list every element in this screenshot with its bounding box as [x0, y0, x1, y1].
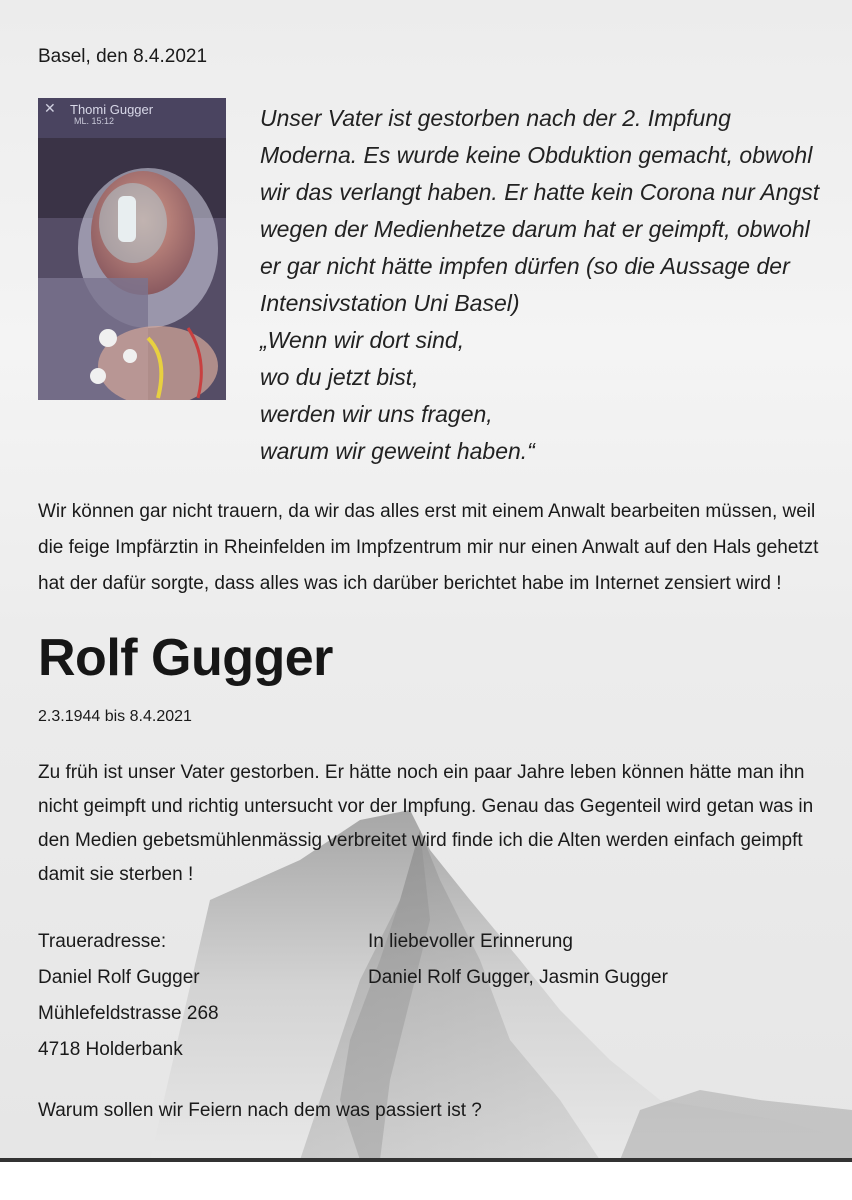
- quote-line: wegen der Medienhetze darum hat er geimpft, obwohl: [260, 216, 810, 242]
- address-name: Daniel Rolf Gugger: [38, 967, 200, 988]
- quote-line: „Wenn wir dort sind,: [260, 327, 465, 353]
- paragraph-line: damit sie sterben !: [38, 864, 194, 885]
- quote-line: Unser Vater ist gestorben nach der 2. Impfung: [260, 105, 731, 131]
- quote-block: [260, 100, 840, 470]
- quote-line: warum wir geweint haben.“: [260, 438, 535, 464]
- remembrance-names: Daniel Rolf Gugger, Jasmin Gugger: [368, 967, 668, 988]
- close-icon: ✕: [44, 100, 56, 116]
- photo-caller-name: Thomi Gugger: [70, 102, 154, 117]
- quote-line: er gar nicht hätte impfen dürfen (so die Aussage der: [260, 253, 790, 279]
- main-paragraph: [38, 756, 813, 892]
- address-label: Traueradresse:: [38, 931, 167, 952]
- photo-caller-subtitle: ML. 15:12: [74, 116, 115, 126]
- remembrance-block: [368, 924, 668, 996]
- deceased-photo: [38, 98, 226, 400]
- paragraph-line: Wir können gar nicht trauern, da wir das alles erst mit einem Anwalt bearbeiten müssen, weil: [38, 501, 816, 522]
- closing-line: Warum sollen wir Feiern nach dem was passiert ist ?: [38, 1100, 482, 1121]
- address-city: 4718 Holderbank: [38, 1039, 183, 1060]
- intro-paragraph: [38, 494, 818, 602]
- life-dates: 2.3.1944 bis 8.4.2021: [38, 708, 192, 725]
- quote-line: Intensivstation Uni Basel): [260, 290, 520, 316]
- mourning-address: [38, 924, 219, 1068]
- paragraph-line: nicht geimpft und richtig untersucht vor der Impfung. Genau das Gegenteil wird getan was in: [38, 796, 814, 817]
- paragraph-line: die feige Impfärztin in Rheinfelden im Impfzentrum mir nur einen Anwalt auf den Hals gehetzt: [38, 537, 819, 558]
- place-and-date: Basel, den 8.4.2021: [38, 46, 208, 67]
- paragraph-line: den Medien gebetsmühlenmässig verbreitet wird finde ich die Alten werden einfach geimpft: [38, 830, 803, 851]
- deceased-name: Rolf Gugger: [38, 629, 333, 687]
- quote-line: wo du jetzt bist,: [260, 364, 419, 390]
- paragraph-line: hat der dafür sorgte, dass alles was ich darüber berichtet habe im Internet zensiert wird !: [38, 573, 782, 594]
- address-street: Mühlefeldstrasse 268: [38, 1003, 219, 1024]
- remembrance-label: In liebevoller Erinnerung: [368, 931, 573, 952]
- quote-line: wir das verlangt haben. Er hatte kein Corona nur Angst: [260, 179, 820, 205]
- quote-line: werden wir uns fragen,: [260, 401, 493, 427]
- hospital-photo-image: [38, 98, 226, 400]
- quote-line: Moderna. Es wurde keine Obduktion gemacht, obwohl: [260, 142, 813, 168]
- paragraph-line: Zu früh ist unser Vater gestorben. Er hätte noch ein paar Jahre leben können hätte man ihn: [38, 762, 805, 783]
- bottom-border: [0, 1158, 852, 1162]
